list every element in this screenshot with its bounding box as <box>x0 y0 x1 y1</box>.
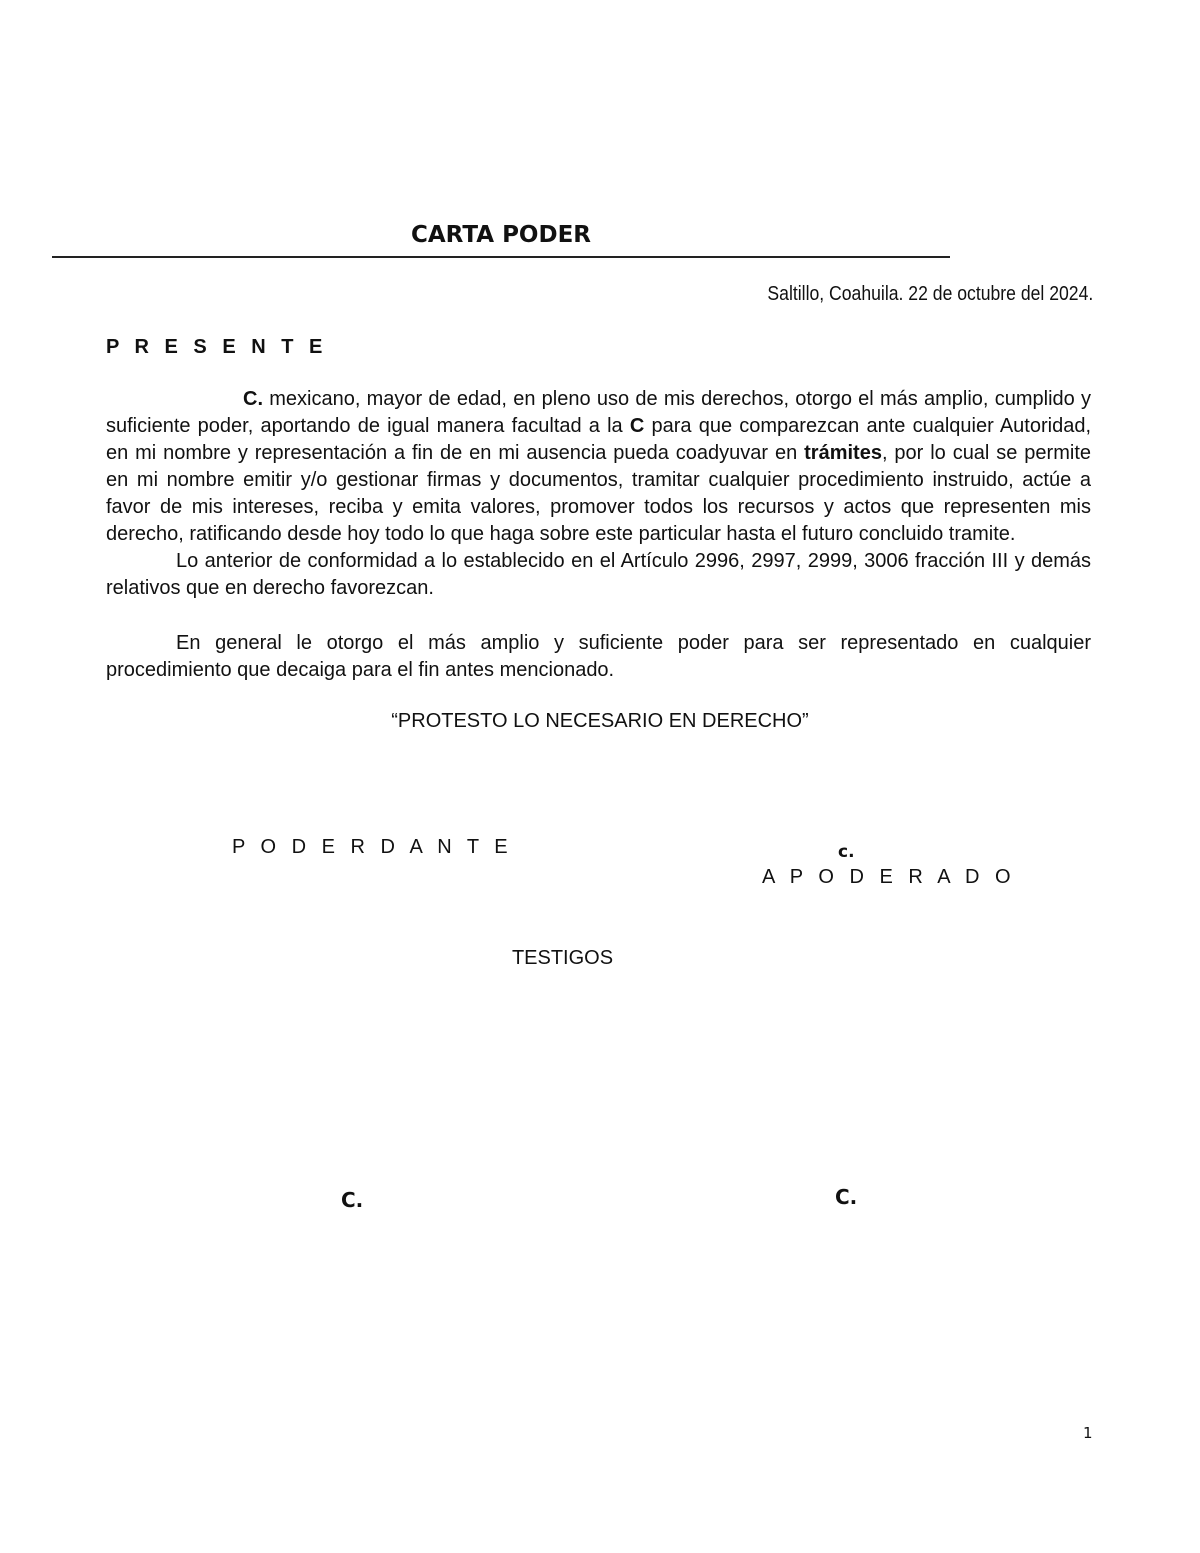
date-line: Saltillo, Coahuila. 22 de octubre del 2024. <box>767 283 1093 305</box>
witness-left-initial: C. <box>341 1188 364 1212</box>
grantor-initial: C. <box>243 388 263 410</box>
protesto-line: “PROTESTO LO NECESARIO EN DERECHO” <box>391 710 809 732</box>
apoderado-name-initial: c. <box>838 842 855 862</box>
document-title: CARTA PODER <box>411 222 591 248</box>
poderdante-label: P O D E R D A N T E <box>232 836 513 858</box>
apoderado-label: A P O D E R A D O <box>762 866 1016 888</box>
salutation: P R E S E N T E <box>106 336 328 358</box>
testigos-label: TESTIGOS <box>511 947 614 969</box>
tramites-keyword: trámites <box>804 442 882 464</box>
paragraph-legal-basis: Lo anterior de conformidad a lo establecido en el Artículo 2996, 2997, 2999, 3006 fracción III y demás relativos que en derecho favorezcan. <box>106 550 1091 599</box>
page-number: 1 <box>1083 1424 1093 1442</box>
letter-body <box>106 386 1091 602</box>
paragraph1-segment2: para que comparezcan ante cualquier Autoridad, en mi nombre y representación a fin de en mi ausencia pueda coadyuvar en <box>106 415 1092 464</box>
paragraph-grant-of-power <box>106 386 1091 548</box>
agent-initial: C <box>629 415 645 437</box>
witness-right-initial: C. <box>835 1185 858 1209</box>
paragraph1-segment1: mexicano, mayor de edad, en pleno uso de mis derechos, otorgo el más amplio, cumplido y suficiente poder, aportando de igual manera facultad a la <box>106 388 1091 437</box>
paragraph3-text: En general le otorgo el más amplio y suficiente poder para ser representado en cualquier procedimiento que decaiga para el fin antes mencionado. <box>106 632 1091 681</box>
paragraph1-segment3: , por lo cual se permite en mi nombre emitir y/o gestionar firmas y documentos, tramitar cualquier procedimiento instruido, actúe a favor de mis intereses, reciba y emita valores, promover todos los recursos y actos que representen mis derecho, ratificando desde hoy todo lo que haga sobre este particular hasta el futuro concluido tramite. <box>106 442 1091 545</box>
paragraph-general-power <box>106 630 1091 684</box>
title-underline <box>52 256 950 258</box>
